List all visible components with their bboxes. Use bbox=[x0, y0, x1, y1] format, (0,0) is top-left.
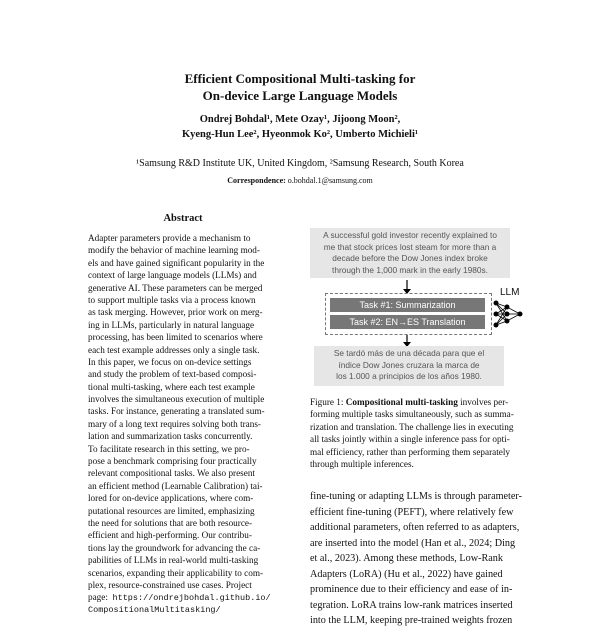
body-line: Adapters (LoRA) (Hu et al., 2022) have gained bbox=[310, 568, 503, 580]
abstract-line: To facilitate research in this setting, we pro- bbox=[88, 443, 250, 454]
project-page-label: page: bbox=[88, 592, 108, 603]
abstract-line: pabilities of LLMs in real-world multi-tasking bbox=[88, 555, 259, 566]
caption-line-text: involves per- bbox=[457, 397, 509, 407]
abstract-line: ing in LLMs, particularly in natural language bbox=[88, 319, 255, 330]
paper-title-line-2: On-device Large Language Models bbox=[202, 88, 398, 103]
caption-line bbox=[310, 396, 525, 408]
abstract-line: as task merging. However, prior work on merg- bbox=[88, 307, 263, 318]
caption-line: mal efficiency, rather than performing them separately bbox=[310, 446, 510, 457]
task-frame bbox=[325, 293, 492, 335]
abstract-line: context of large language models (LLMs) and bbox=[88, 270, 257, 281]
figure-output-text bbox=[314, 346, 504, 386]
task-1-label: Task #1: Summarization bbox=[330, 298, 485, 312]
task-2-label: Task #2: EN→ES Translation bbox=[330, 315, 485, 329]
input-text-line: me that stock prices lost steam for more than a bbox=[323, 241, 497, 252]
input-text-line: through the 1,000 mark in the early 1980s. bbox=[332, 264, 488, 275]
abstract-line: efficient and high-performing. Our contribu- bbox=[88, 530, 252, 541]
abstract-line: generative AI. These parameters can be merged bbox=[88, 282, 263, 293]
abstract-line: each test example addresses only a single task. bbox=[88, 344, 260, 355]
body-line: tegration. LoRA trains low-rank matrices inserted bbox=[310, 599, 513, 611]
output-text-line: los 1.000 a principios de los años 1980. bbox=[336, 371, 482, 381]
neural-network-icon bbox=[492, 298, 525, 330]
abstract-line: tasks. For instance, generating a translated sum- bbox=[88, 406, 265, 417]
authors-line-1: Ondrej Bohdal¹, Mete Ozay¹, Jijoong Moon², bbox=[199, 114, 401, 125]
project-page-link[interactable]: https://ondrejbohdal.github.io/ bbox=[112, 593, 271, 604]
abstract-line: tions lay the groundwork for advancing the ca- bbox=[88, 542, 261, 553]
abstract-line: lation and summarization tasks concurrently. bbox=[88, 431, 253, 442]
correspondence-email: o.bohdal.1@samsung.com bbox=[287, 176, 373, 185]
affiliations: ¹Samsung R&D Institute UK, United Kingdom, ²Samsung Research, South Korea bbox=[136, 158, 464, 169]
body-line: fine-tuning or adapting LLMs is through parameter- bbox=[310, 491, 522, 502]
abstract-line: mary of a long text requires solving both trans- bbox=[88, 418, 261, 429]
input-text-line: decade before the Dow Jones index broke bbox=[332, 253, 488, 263]
output-text-line: índice Dow Jones cruzara la marca de bbox=[338, 359, 480, 370]
abstract-line: putational resources are limited, emphasizing bbox=[88, 505, 255, 516]
abstract-line: involves the simultaneous execution of multiple bbox=[88, 394, 265, 405]
body-line: et al., 2023). Among these methods, Low-Rank bbox=[310, 553, 503, 564]
abstract-line: processing, has been limited to scenarios where bbox=[88, 332, 263, 343]
llm-label: LLM bbox=[500, 287, 520, 298]
abstract-line: an efficient method (Learnable Calibration) tai- bbox=[88, 480, 263, 491]
input-text-line: A successful gold investor recently explained to bbox=[323, 230, 497, 240]
body-text-right bbox=[310, 489, 525, 629]
caption-line: forming multiple tasks simultaneously, such as summa- bbox=[310, 409, 514, 420]
body-line: prominence due to their efficiency and ease of in- bbox=[310, 584, 513, 595]
caption-line: all tasks jointly within a single inference pass for opti- bbox=[310, 434, 510, 445]
authors-line-2: Kyeng-Hun Lee², Hyeonmok Ko², Umberto Michieli¹ bbox=[181, 129, 419, 140]
body-line: into the LLM, keeping pre-trained weights frozen bbox=[310, 615, 513, 626]
abstract-body bbox=[88, 232, 278, 616]
abstract-line: tional multi-tasking, where each test example bbox=[88, 381, 255, 392]
abstract-line: and study the problem of text-based composi- bbox=[88, 369, 257, 380]
abstract-line: plex, resource-constrained use cases. Project bbox=[88, 579, 252, 590]
abstract-line: modify the behavior of machine learning mod- bbox=[88, 245, 260, 256]
abstract-line: scenarios, expanding their applicability to com- bbox=[88, 567, 264, 578]
output-text-line: Se tardó más de una década para que el bbox=[333, 348, 485, 358]
project-page-line bbox=[88, 591, 278, 603]
project-page-link-cont[interactable]: CompositionalMultitasking/ bbox=[88, 604, 221, 615]
correspondence bbox=[0, 175, 600, 186]
figure-1 bbox=[310, 228, 525, 388]
paper-title-line-1: Efficient Compositional Multi-tasking for bbox=[184, 71, 416, 86]
correspondence-label: Correspondence: bbox=[227, 176, 286, 185]
figure-caption bbox=[310, 396, 525, 470]
abstract-line: relevant compositional tasks. We also present bbox=[88, 468, 255, 479]
body-line: efficient fine-tuning (PEFT), where relatively few bbox=[310, 506, 514, 518]
caption-line: through multiple inferences. bbox=[310, 458, 414, 469]
abstract-line: Adapter parameters provide a mechanism to bbox=[88, 233, 251, 243]
caption-bold: Compositional multi-tasking bbox=[345, 397, 458, 407]
abstract-line: lored for on-device applications, where com- bbox=[88, 493, 254, 504]
body-line: additional parameters, often referred to as adapters, bbox=[310, 522, 520, 533]
abstract-heading: Abstract bbox=[163, 213, 203, 224]
abstract-line: In this paper, we focus on on-device settings bbox=[88, 356, 252, 367]
abstract-line: els and have gained significant popularity in the bbox=[88, 257, 265, 268]
abstract-line: to support multiple tasks via a process known bbox=[88, 294, 256, 305]
abstract-line: the need for solutions that are both resource- bbox=[88, 517, 253, 528]
body-line: are inserted into the model (Han et al., 2024; Ding bbox=[310, 537, 516, 549]
abstract-line: pose a benchmark comprising four practically bbox=[88, 456, 257, 467]
caption-line: rization and translation. The challenge lies in executing bbox=[310, 421, 514, 432]
caption-label: Figure 1: bbox=[310, 397, 344, 407]
